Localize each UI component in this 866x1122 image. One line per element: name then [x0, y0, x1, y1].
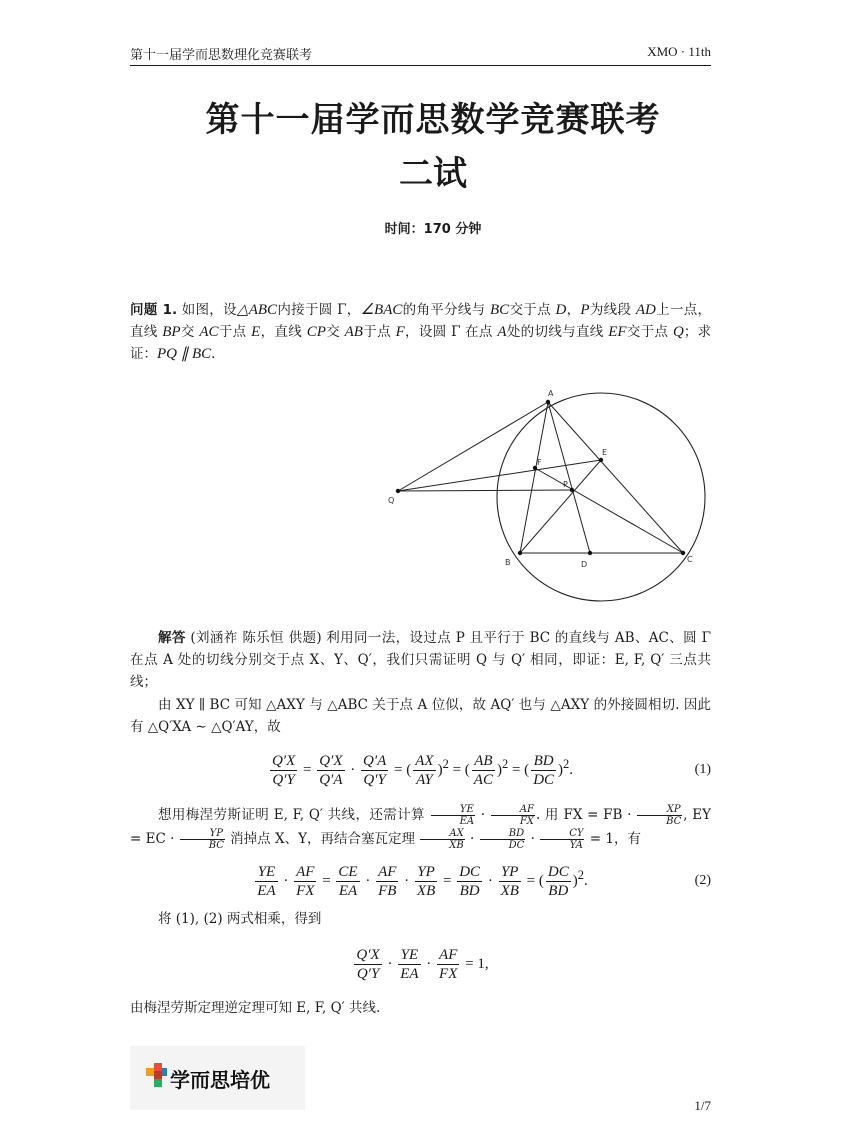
solution-paragraph-1: 解答 (刘涵祚 陈乐恒 供题) 利用同一法，设过点 P 且平行于 BC 的直线与 AB、AC、圆 Γ 在点 A 处的切线分别交于点 X、Y、Q′，我们只需证明 Q 与 Q′ 相同，即证：E, F, Q′ 三点共线；	[130, 630, 712, 690]
brand-logo-text: 学而思培优	[170, 1068, 270, 1092]
problem-label: 问题 1.	[130, 302, 178, 318]
label-d: D	[581, 560, 588, 569]
problem-statement: 问题 1. 如图，设△ABC内接于圆 Γ，∠BAC的角平分线与 BC交于点 D，P为线段 AD上一点，直线 BP交 AC于点 E，直线 CP交 AB于点 F，设圆 Γ 在点 A处的切线与直线 EF交于点 Q；求证：PQ ∥ BC.	[130, 302, 712, 362]
page-subtitle: 二试	[399, 154, 467, 194]
line-be	[520, 460, 601, 553]
segment-ad	[548, 402, 590, 553]
point-b	[518, 551, 522, 555]
geometry-figure	[380, 382, 720, 602]
brand-logo-icon	[146, 1063, 168, 1089]
segment-ac	[548, 402, 683, 553]
equation-2-number: (2)	[694, 873, 711, 888]
solution-conclusion: 由梅涅劳斯定理逆定理可知 E, F, Q′ 共线.	[130, 1000, 381, 1016]
segment-ab	[520, 402, 548, 553]
point-d	[588, 551, 592, 555]
equation-1-number: (1)	[694, 762, 711, 777]
equation-2: $\frac{YE}{EA}$ · $\frac{AF}{FX}$ = $\frac{CE}{EA}$ · $\frac{AF}{FB}$ · $\frac{YP}{XB}$ = $\frac{DC}{BD}$ · $\frac{YP}{XB}$ = ( $\frac{DC}{BD}$ )$^2$. (2)	[257, 864, 711, 899]
point-p	[570, 488, 574, 492]
point-e	[599, 458, 603, 462]
solution-paragraph-4: 将 (1), (2) 两式相乘，得到	[158, 911, 322, 927]
time-limit: 时间：170 分钟	[384, 222, 482, 237]
circumcircle-gamma	[497, 393, 705, 601]
header-right: XMO · 11th	[647, 44, 711, 59]
point-a	[546, 400, 550, 404]
label-q: Q	[388, 496, 395, 505]
label-a: A	[548, 389, 554, 398]
tangent-line-aq	[398, 402, 548, 491]
solution-credit: (刘涵祚 陈乐恒 供题)	[190, 630, 322, 646]
label-b: B	[505, 558, 511, 567]
solution-label: 解答	[158, 630, 186, 646]
equation-1: $\frac{Q'X}{Q'Y}$ = $\frac{Q'X}{Q'A}$ · $\frac{Q'A}{Q'Y}$ = ( $\frac{AX}{AY}$ )$^2$ = ( $\frac{AB}{AC}$ )$^2$ = ( $\frac{BD}{DC}$ )$^2$. (1)	[271, 753, 711, 788]
label-f: F	[537, 458, 542, 467]
segment-qp	[398, 490, 572, 491]
equation-3: $\frac{Q'X}{Q'Y}$ · $\frac{YE}{EA}$ · $\frac{AF}{FX}$ = 1,	[356, 947, 489, 982]
header-left: 第十一届学而思数理化竞赛联考	[130, 48, 313, 63]
line-qe	[398, 460, 601, 491]
page-number: 1/7	[694, 1098, 711, 1113]
label-e: E	[602, 448, 608, 457]
header-rule	[130, 65, 711, 66]
label-c: C	[687, 555, 693, 564]
page-title: 第十一届学而思数学竞赛联考	[205, 100, 661, 140]
point-c	[681, 551, 685, 555]
label-p: P	[563, 480, 568, 489]
solution-paragraph-2: 由 XY ∥ BC 可知 △AXY 与 △ABC 关于点 A 位似，故 AQ′ 也与 △AXY 的外接圆相切. 因此有 △Q′XA ∼ △Q′AY，故	[130, 697, 711, 735]
point-q	[396, 489, 400, 493]
solution-paragraph-3: 想用梅涅劳斯证明 E, F, Q′ 共线，还需计算 $\frac{YE}{EA}$ · $\frac{AF}{FX}$ . 用 FX = FB · $\frac{XP}{BC}$ , EY = EC · $\frac{YP}{BC}$ 消掉点 X、Y，再结合塞瓦定理 $\frac{AX}{XB}$ · $\frac{BD}{DC}$ · $\frac{CY}{YA}$ = 1，有	[130, 804, 712, 851]
